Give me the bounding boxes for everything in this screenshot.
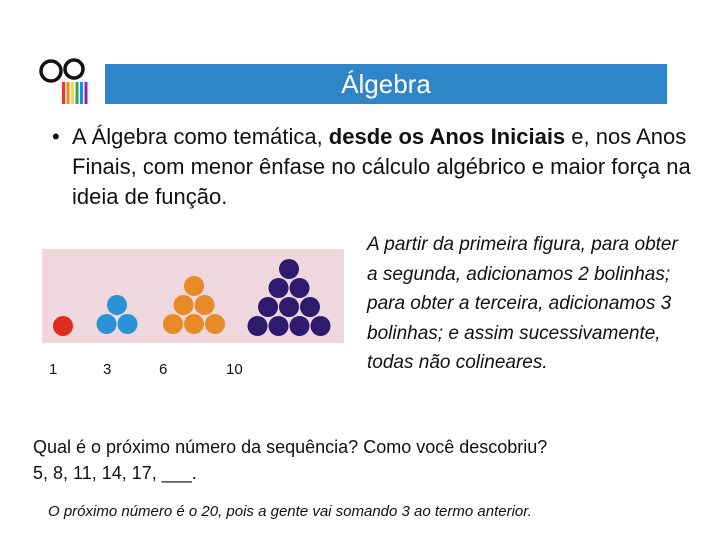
logo-stripe — [62, 82, 65, 104]
figure-label-4: 10 — [226, 361, 243, 378]
logo-stripe — [85, 82, 88, 104]
bullet-text-bold: desde os Anos Iniciais — [328, 124, 566, 149]
figure-label-2: 3 — [103, 361, 112, 378]
bullet-item — [48, 122, 698, 212]
answer-text: O próximo número é o 20, pois a gente vai somando 3 ao termo anterior. — [48, 503, 532, 520]
question — [33, 434, 693, 486]
question-text: Qual é o próximo número da sequência? Como você descobriu? — [33, 437, 548, 457]
logo-stripe — [67, 82, 70, 104]
logo-icon — [38, 58, 94, 106]
figure-label-3: 6 — [159, 361, 168, 378]
bullet-text — [72, 122, 698, 212]
logo-stripe — [76, 82, 79, 104]
sequence-description: A partir da primeira figura, para obter a segunda, adicionamos 2 bolinhas; para obter a terceira, adicionamos 3 bolinhas; e assim sucessivamente, todas não colineares. — [367, 234, 678, 373]
page-title: Álgebra — [341, 69, 431, 99]
bullet-text-start: A Álgebra como temática, — [72, 124, 329, 149]
bullet-text-end: e, nos Anos Finais, com menor ênfase no cálculo algébrico e maior força na ideia de função. — [72, 124, 691, 209]
logo-stripe — [80, 82, 83, 104]
logo-stripe — [71, 82, 74, 104]
sequence-numbers: 5, 8, 11, 14, 17, ___. — [33, 463, 197, 483]
bullet-marker: • — [52, 124, 60, 149]
figure-label-1: 1 — [49, 361, 58, 378]
title-bar — [105, 64, 667, 104]
dot-figure-panel — [42, 249, 344, 343]
